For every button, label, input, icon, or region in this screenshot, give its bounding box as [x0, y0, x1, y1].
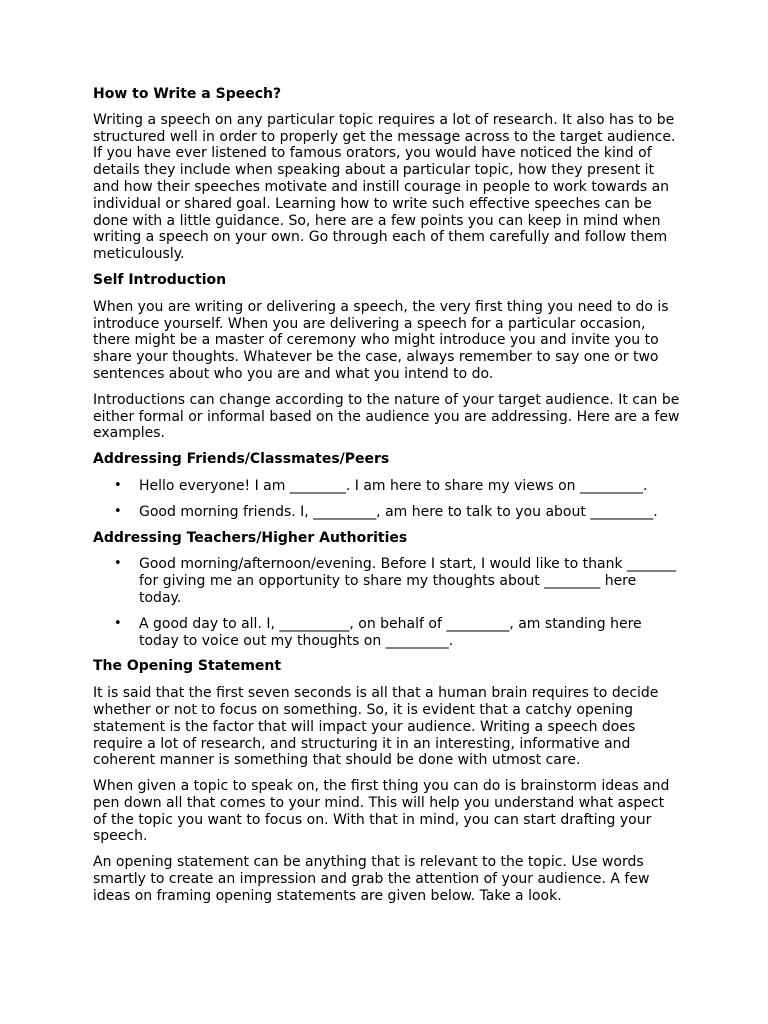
opening-statement-paragraph-3: An opening statement can be anything that is relevant to the topic. Use words smartly to create an impression and grab the attention of your audience. A few ideas on framing opening statements are given below. Take a look.	[93, 854, 650, 904]
list-item-text: Good morning/afternoon/evening. Before I start, I would like to thank _______ for giving me an opportunity to share my thoughts about ________ here today.	[139, 556, 677, 606]
opening-statement-heading: The Opening Statement	[93, 658, 282, 675]
list-item	[93, 504, 681, 521]
list-item	[93, 616, 681, 650]
list-item-text: Hello everyone! I am ________. I am here to share my views on _________.	[139, 477, 648, 494]
document-title: How to Write a Speech?	[93, 86, 282, 102]
list-item	[93, 478, 681, 495]
opening-statement-paragraph-1: It is said that the first seven seconds is all that a human brain requires to decide whether or not to focus on something. So, it is evident that a catchy opening statement is the factor that will impact your audience. Writing a speech does require a lot of research, and structuring it in an interesting, informative and coherent manner is something that should be done with utmost care.	[93, 685, 659, 769]
addressing-friends-heading: Addressing Friends/Classmates/Peers	[93, 451, 390, 468]
self-introduction-heading: Self Introduction	[93, 271, 227, 288]
intro-paragraph: Writing a speech on any particular topic requires a lot of research. It also has to be structured well in order to properly get the message across to the target audience. If you have ever listened to famous orators, you would have noticed the kind of details they include when speaking about a particular topic, how they present it and how their speeches motivate and instill courage in people to work towards an individual or shared goal. Learning how to write such effective speeches can be done with a little guidance. So, here are a few points you can keep in mind when writing a speech on your own. Go through each of them carefully and follow them meticulously.	[93, 111, 676, 263]
self-introduction-paragraph-2: Introductions can change according to the nature of your target audience. It can be either formal or informal based on the audience you are addressing. Here are a few examples.	[93, 391, 680, 442]
bullet-icon: •	[114, 503, 122, 519]
bullet-icon: •	[114, 615, 122, 631]
bullet-icon: •	[114, 556, 122, 572]
teachers-examples-list	[93, 556, 681, 649]
friends-examples-list	[93, 478, 681, 521]
opening-statement-paragraph-2: When given a topic to speak on, the first thing you can do is brainstorm ideas and pen down all that comes to your mind. This will help you understand what aspect of the topic you want to focus on. With that in mind, you can start drafting your speech.	[93, 778, 670, 845]
bullet-icon: •	[114, 477, 122, 493]
addressing-teachers-heading: Addressing Teachers/Higher Authorities	[93, 529, 408, 546]
document-page	[93, 86, 681, 914]
list-item-text: Good morning friends. I, _________, am here to talk to you about _________.	[139, 503, 658, 520]
list-item	[93, 556, 681, 606]
list-item-text: A good day to all. I, __________, on behalf of _________, am standing here today to voice out my thoughts on _________.	[139, 615, 642, 649]
self-introduction-paragraph-1: When you are writing or delivering a speech, the very first thing you need to do is introduce yourself. When you are delivering a speech for a particular occasion, there might be a master of ceremony who might introduce you and invite you to share your thoughts. Whatever be the case, always remember to say one or two sentences about who you are and what you intend to do.	[93, 298, 669, 382]
